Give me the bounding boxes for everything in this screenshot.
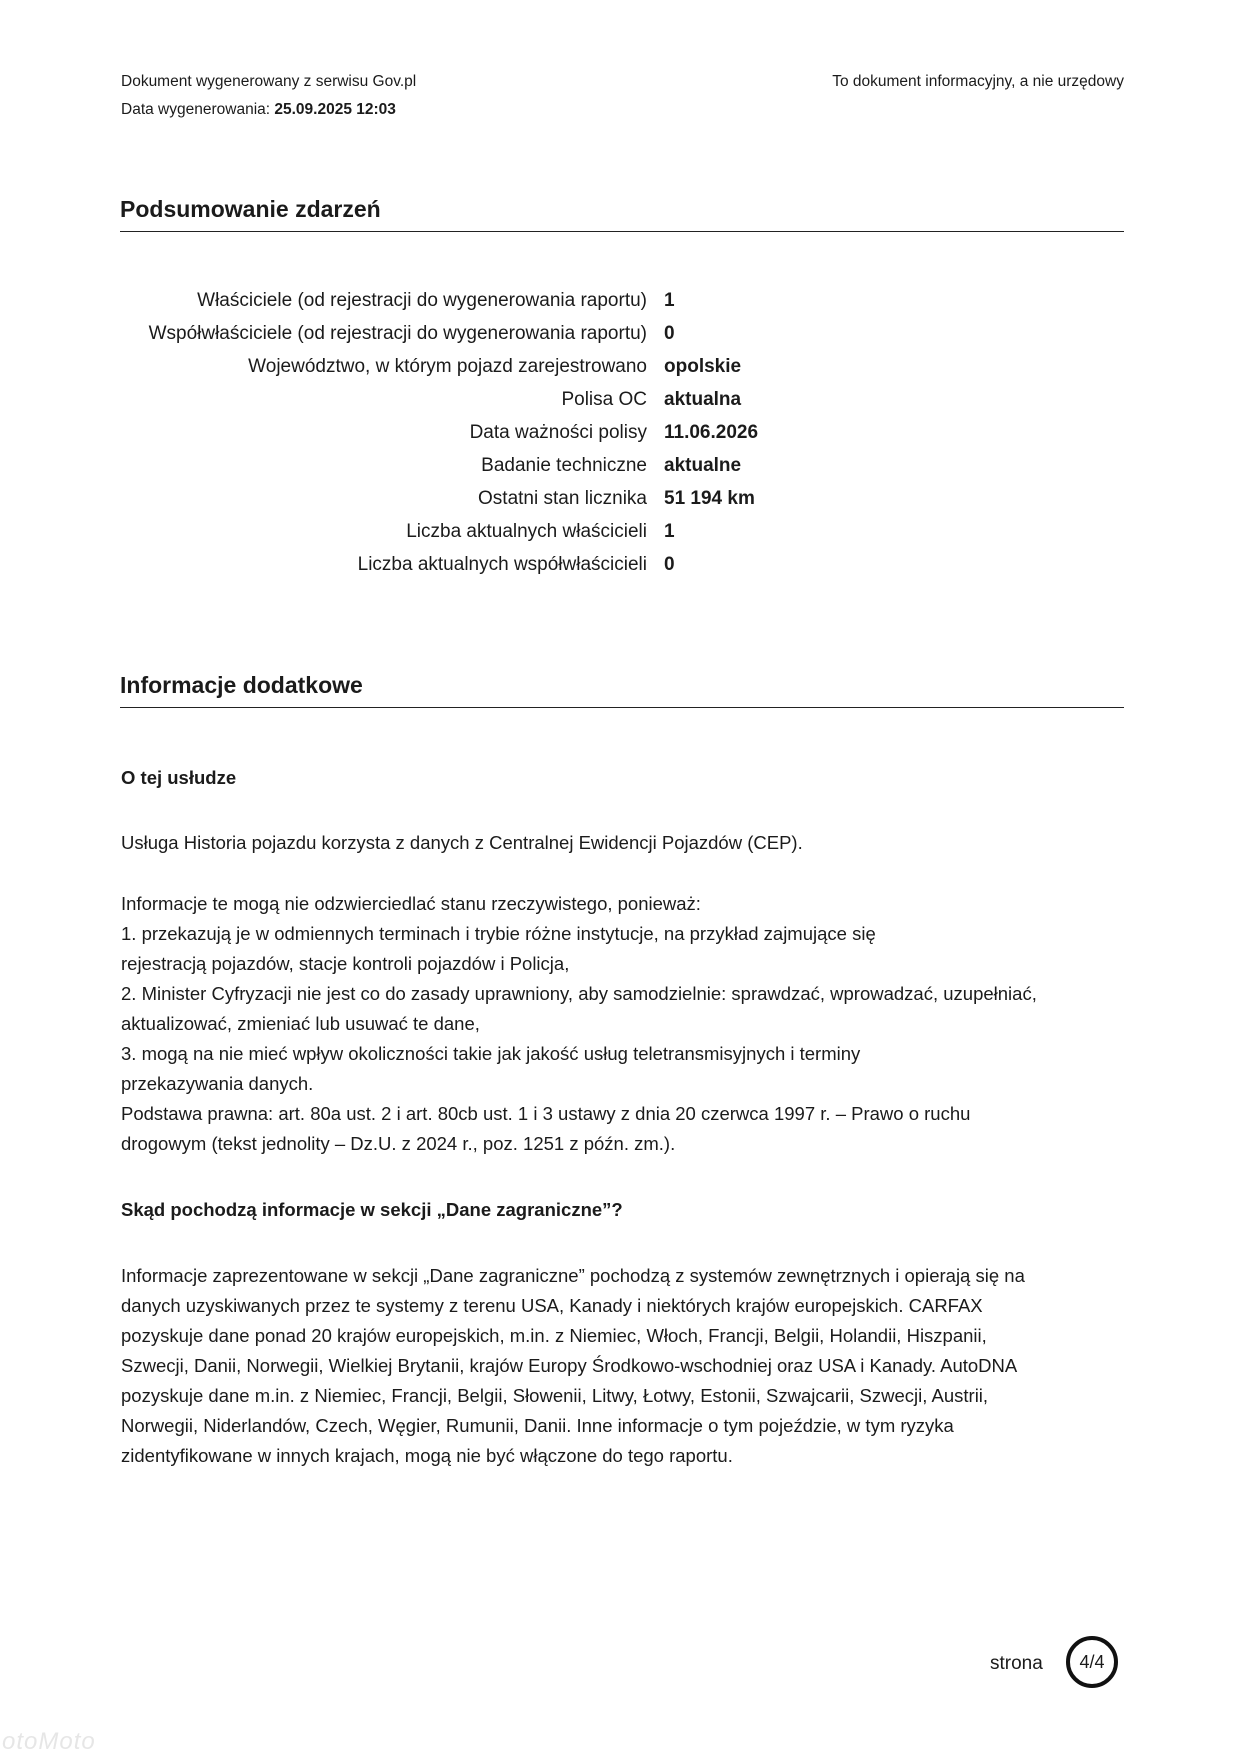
summary-value: 0 — [664, 554, 675, 575]
additional-section-title: Informacje dodatkowe — [120, 671, 1124, 708]
generated-date-label: Data wygenerowania: — [121, 101, 275, 118]
summary-label: Właściciele (od rejestracji do wygenerowania raportu) — [197, 290, 647, 311]
text-line: danych uzyskiwanych przez te systemy z terenu USA, Kanady i niektórych krajów europejskich. CARFAX — [121, 1295, 983, 1316]
foreign-data-heading: Skąd pochodzą informacje w sekcji „Dane zagraniczne”? — [121, 1199, 623, 1220]
text-line: zidentyfikowane w innych krajach, mogą nie być włączone do tego raportu. — [121, 1445, 733, 1466]
table-row — [140, 552, 860, 585]
watermark-logo: otoMoto — [2, 1728, 96, 1755]
summary-label: Badanie techniczne — [481, 455, 647, 476]
summary-label: Województwo, w którym pojazd zarejestrowano — [248, 356, 647, 377]
generated-source-text: Dokument wygenerowany z serwisu Gov.pl — [121, 73, 417, 90]
table-row — [140, 321, 860, 354]
informational-notice: To dokument informacyjny, a nie urzędowy — [832, 73, 1124, 90]
generated-date-value: 25.09.2025 12:03 — [274, 101, 396, 118]
summary-value: 51 194 km — [664, 488, 755, 509]
text-line: aktualizować, zmieniać lub usuwać te dane, — [121, 1013, 480, 1034]
table-row — [140, 387, 860, 420]
table-row — [140, 354, 860, 387]
text-line: przekazywania danych. — [121, 1073, 314, 1094]
page-label: strona — [990, 1653, 1043, 1674]
table-row — [140, 288, 860, 321]
foreign-data-body — [121, 1261, 1131, 1471]
text-line: pozyskuje dane m.in. z Niemiec, Francji, Belgii, Słowenii, Litwy, Łotwy, Estonii, Szwajcarii, Szwecji, Austrii, — [121, 1385, 989, 1406]
summary-label: Liczba aktualnych właścicieli — [406, 521, 647, 542]
summary-value: aktualne — [664, 455, 742, 476]
summary-value: aktualna — [664, 389, 742, 410]
text-line: Informacje te mogą nie odzwierciedlać stanu rzeczywistego, ponieważ: — [121, 893, 701, 914]
text-line: Podstawa prawna: art. 80a ust. 2 i art. 80cb ust. 1 i 3 ustawy z dnia 20 czerwca 1997 r. – Prawo o ruchu — [121, 1103, 971, 1124]
table-row — [140, 519, 860, 552]
about-service-body — [121, 889, 1131, 1159]
text-line: Norwegii, Niderlandów, Czech, Węgier, Rumunii, Danii. Inne informacje o tym pojeździe, w tym ryzyka — [121, 1415, 954, 1436]
summary-value: 11.06.2026 — [664, 422, 759, 443]
summary-value: 1 — [664, 521, 675, 542]
text-line: 1. przekazują je w odmiennych terminach i trybie różne instytucje, na przykład zajmujące się — [121, 923, 876, 944]
about-service-heading: O tej usłudze — [121, 767, 237, 788]
text-line: rejestracją pojazdów, stacje kontroli pojazdów i Policja, — [121, 953, 570, 974]
table-row — [140, 420, 860, 453]
text-line: 2. Minister Cyfryzacji nie jest co do zasady uprawniony, aby samodzielnie: sprawdzać, wprowadzać, uzupełniać, — [121, 983, 1037, 1004]
text-line: Szwecji, Danii, Norwegii, Wielkiej Brytanii, krajów Europy Środkowo-wschodniej oraz USA i Kanady. AutoDNA — [121, 1355, 1018, 1376]
summary-table — [140, 288, 860, 585]
text-line: Informacje zaprezentowane w sekcji „Dane zagraniczne” pochodzą z systemów zewnętrznych i opierają się na — [121, 1265, 1025, 1286]
page-number: 4/4 — [1079, 1651, 1105, 1672]
text-line: drogowym (tekst jednolity – Dz.U. z 2024 r., poz. 1251 z późn. zm.). — [121, 1133, 676, 1154]
about-service-intro: Usługa Historia pojazdu korzysta z danych z Centralnej Ewidencji Pojazdów (CEP). — [121, 832, 803, 853]
summary-label: Liczba aktualnych współwłaścicieli — [357, 554, 647, 575]
text-line: 3. mogą na nie mieć wpływ okoliczności takie jak jakość usług teletransmisyjnych i terminy — [121, 1043, 861, 1064]
summary-label: Data ważności polisy — [469, 422, 647, 443]
summary-section-title: Podsumowanie zdarzeń — [120, 195, 1124, 232]
summary-label: Współwłaściciele (od rejestracji do wygenerowania raportu) — [148, 323, 647, 344]
summary-value: 1 — [664, 290, 675, 311]
generated-date-line — [121, 100, 396, 120]
text-line: pozyskuje dane ponad 20 krajów europejskich, m.in. z Niemiec, Włoch, Francji, Belgii, Holandii, Hiszpanii, — [121, 1325, 987, 1346]
summary-value: opolskie — [664, 356, 742, 377]
summary-value: 0 — [664, 323, 675, 344]
summary-label: Polisa OC — [561, 389, 647, 410]
summary-label: Ostatni stan licznika — [478, 488, 647, 509]
table-row — [140, 486, 860, 519]
page-number-badge — [1066, 1636, 1118, 1688]
table-row — [140, 453, 860, 486]
